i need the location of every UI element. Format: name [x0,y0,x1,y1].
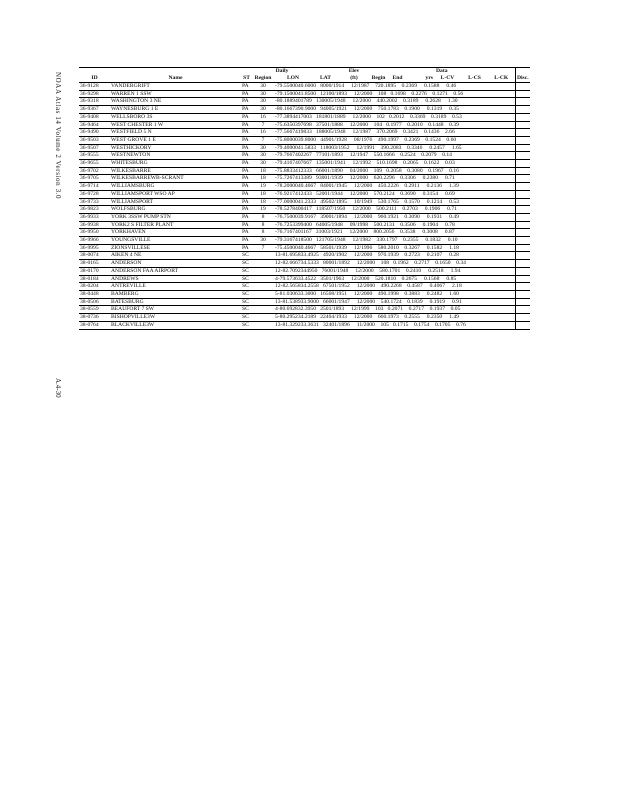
state-cell: PA [241,129,252,137]
col-id: ID [79,75,110,83]
station-name-cell: WELLSBORO 3S [110,113,241,121]
table-row [79,167,530,175]
station-name-cell: WILKESBARRE [110,167,241,175]
station-id-cell: 36-9408 [79,113,110,121]
state-cell: PA [241,90,252,98]
disc-cell [515,221,530,229]
station-name-cell: ANTREVILLE [110,283,241,291]
state-cell: PA [241,121,252,129]
disc-cell [515,106,530,114]
disc-cell [515,283,530,291]
header-row-top [79,68,530,76]
col-begin: Begin [369,75,388,83]
disc-cell [515,183,530,191]
station-values-cell: 13-81.329233.3631 32401/1896 11/2000 105 0.1715 0.1754 0.1705 0.76 [274,321,515,329]
table-row [79,229,530,237]
state-cell: PA [241,237,252,245]
region-cell: 30 [252,144,274,152]
region-cell [252,267,274,275]
disc-cell [515,198,530,206]
disc-cell [515,152,530,160]
table-row [79,198,530,206]
station-name-cell: WESTNEWTON [110,152,241,160]
station-name-cell: WESTHICKORY [110,144,241,152]
region-cell: 18 [252,167,274,175]
station-name-cell: ANDERSON FAA AIRPORT [110,267,241,275]
col-name: Name [110,75,241,83]
station-id-cell: 36-9950 [79,229,110,237]
table-row [79,298,530,306]
table-row [79,144,530,152]
station-name-cell: WILLIAMSPORT [110,198,241,206]
region-cell: 30 [252,90,274,98]
side-running-header: NOAA Atlas 14 Volume 2 Version 3.0 [54,72,62,200]
station-values-cell: -77.3894417003 181801/1889 12/2000 102 0.2012 0.3369 0.3189 0.53 [274,113,515,121]
state-cell: SC [241,275,252,283]
station-id-cell: 36-9503 [79,136,110,144]
disc-cell [515,306,530,314]
elev-header: Elev [339,68,369,76]
col-elev: (ft) [339,75,369,83]
station-id-cell: 36-9714 [79,183,110,191]
state-cell: SC [241,252,252,260]
station-name-cell: BATESBURG [110,298,241,306]
station-values-cell: -79.5500040.6000 8000/1914 12/1987 720.1895 0.2369 0.1588 0.46 [274,83,515,91]
table-row [79,252,530,260]
region-cell: 7 [252,136,274,144]
col-lat: LAT [312,75,339,83]
table-row [79,136,530,144]
state-cell: PA [241,175,252,183]
region-cell [252,314,274,322]
table-row [79,175,530,183]
region-cell [252,290,274,298]
state-cell: PA [241,206,252,214]
disc-cell [515,237,530,245]
station-id-cell: 38-0764 [79,321,110,329]
station-name-cell: WILLIAMSPORT WSO AP [110,190,241,198]
disc-cell [515,175,530,183]
disc-cell [515,252,530,260]
station-id-cell: 36-9367 [79,106,110,114]
state-cell: PA [241,221,252,229]
disc-cell [515,206,530,214]
disc-cell [515,190,530,198]
station-name-cell: WESTFIELD 5 N [110,129,241,137]
station-name-cell: AIKEN 4 NE [110,252,241,260]
station-values-cell: -77.5667419833 188005/1948 12/1987 370.2069 0.3421 0.1436 2.66 [274,129,515,137]
station-values-cell: 13-81.695833.4925 4920/1902 12/2000 970.1939 0.2723 0.2107 0.28 [274,252,515,260]
station-name-cell: YORK2 S FILTER PLANT [110,221,241,229]
region-cell: 30 [252,160,274,168]
station-id-cell: 36-9490 [79,129,110,137]
region-cell: 16 [252,129,274,137]
region-cell [252,306,274,314]
disc-cell [515,290,530,298]
region-cell: 18 [252,190,274,198]
data-header: Data [369,68,515,76]
station-values-cell: -77.0000041.2333 49502/1895 10/1949 530.1765 0.1570 0.1214 0.53 [274,198,515,206]
table-row [79,190,530,198]
disc-cell [515,90,530,98]
disc-cell [515,298,530,306]
station-name-cell: WAYNESBURG 1 E [110,106,241,114]
station-id-cell: 36-9298 [79,90,110,98]
disc-cell [515,244,530,252]
station-values-cell: -76.7500039.9167 39001/1894 12/2000 960.1921 0.3090 0.1931 0.49 [274,213,515,221]
station-values-cell: -80.1667390.9000 94005/1921 12/2000 750.1783 0.1900 0.1319 0.35 [274,106,515,114]
region-cell: 30 [252,98,274,106]
disc-cell [515,229,530,237]
table-row [79,129,530,137]
station-values-cell: -79.7667402267 77101/1893 12/1947 550.1666 0.2524 0.2079 0.14 [274,152,515,160]
station-name-cell: YOUNGSVILLE [110,237,241,245]
station-name-cell: BAMBERG [110,290,241,298]
col-disc: Disc. [516,75,529,82]
col-lcs: L-CS [461,75,488,83]
table-row [79,183,530,191]
table-row [79,321,530,329]
table-row [79,306,530,314]
station-id-cell: 38-0184 [79,275,110,283]
table-row [79,113,530,121]
station-name-cell: BEAUFORT 7 SW [110,306,241,314]
disc-cell [515,213,530,221]
station-values-cell: 12-82.565834.2558 67501/1952 12/2000 490.2268 0.4587 0.4067 2.18 [274,283,515,291]
state-cell: PA [241,183,252,191]
station-id-cell: 36-9702 [79,167,110,175]
table-row [79,244,530,252]
station-id-cell: 38-0170 [79,267,110,275]
col-yrs: yrs [407,75,434,83]
disc-cell [515,129,530,137]
state-cell: PA [241,152,252,160]
region-cell [252,298,274,306]
station-values-cell: -75.7267413389 93001/1939 12/2000 620.2296 0.3306 0.2380 0.71 [274,175,515,183]
disc-cell [515,144,530,152]
table-row [79,90,530,98]
station-name-cell: WARREN 1 SSW [110,90,241,98]
region-cell [252,321,274,329]
daily-header: Daily [252,68,312,76]
station-name-cell: ANDREWS [110,275,241,283]
disc-cell [515,98,530,106]
table-row [79,221,530,229]
col-region: Region [252,75,274,83]
region-cell: 19 [252,206,274,214]
table-row [79,98,530,106]
station-id-cell: 36-9555 [79,152,110,160]
table-row [79,121,530,129]
station-name-cell: ZIONSVILLESE [110,244,241,252]
station-values-cell: 12-82.666734.5333 80001/1892 12/2000 108 0.1962 0.2717 0.1650 0.34 [274,260,515,268]
station-values-cell: -79.3167418500 121705/1948 12/1982 330.1797 0.2355 0.1832 0.10 [274,237,515,245]
state-cell: SC [241,290,252,298]
station-id-cell: 36-9318 [79,98,110,106]
station-name-cell: YORK 3SSW PUMP STN [110,213,241,221]
state-cell: PA [241,244,252,252]
region-cell: 8 [252,221,274,229]
state-cell: PA [241,167,252,175]
station-name-cell: WASHINGTON 3 NE [110,98,241,106]
station-values-cell: -75.8000039.8000 44901/1928 08/1976 490.1997 0.2369 0.1524 0.60 [274,136,515,144]
station-id-cell: 36-9464 [79,121,110,129]
side-page-number: A.4-30 [54,378,62,398]
station-values-cell: -79.4167407667 135001/1941 12/1992 510.1698 0.2065 0.1622 0.03 [274,160,515,168]
station-values-cell: -78.2000040.4667 84001/1945 12/2000 450.2226 0.2911 0.2136 1.39 [274,183,515,191]
station-values-cell: 13-81.538933.9000 66001/1947 12/2000 540.1724 0.1839 0.1919 0.91 [274,298,515,306]
station-table [79,67,530,330]
disc-cell [515,267,530,275]
table-row [79,206,530,214]
state-cell: SC [241,321,252,329]
table-row [79,106,530,114]
station-id-cell: 38-0736 [79,314,110,322]
station-id-cell: 36-9507 [79,144,110,152]
station-values-cell: -75.8833412333 66001/1890 04/2000 109 0.2058 0.3080 0.1967 0.16 [274,167,515,175]
station-id-cell: 38-0506 [79,298,110,306]
region-cell: 7 [252,121,274,129]
station-values-cell: -79.1500041.8500 12100/1893 12/2000 108 0.1698 0.2276 0.1271 0.56 [274,90,515,98]
region-cell: 18 [252,175,274,183]
state-cell: PA [241,144,252,152]
station-values-cell: 5-81.030633.3000 16508/1951 12/2000 490.1998 0.3883 0.2482 1.60 [274,290,515,298]
region-cell: 30 [252,237,274,245]
state-cell: SC [241,260,252,268]
disc-cell [515,160,530,168]
region-cell [252,252,274,260]
col-lck: L-CK [488,75,515,83]
col-st: ST [241,75,252,83]
disc-cell [515,167,530,175]
col-lon: LON [274,75,312,83]
disc-cell [515,275,530,283]
station-name-cell: WILKESBARREWB-SCRANT [110,175,241,183]
table-row [79,267,530,275]
state-cell: PA [241,83,252,91]
station-id-cell: 38-0448 [79,290,110,298]
station-values-cell: 12-82.7092344950 76001/1948 12/2000 580.1701 0.2410 0.2518 1.94 [274,267,515,275]
station-id-cell: 36-9966 [79,237,110,245]
station-id-cell: 38-0559 [79,306,110,314]
station-values-cell: -76.7167401167 31003/1921 12/2000 800.2056 0.3538 0.3008 0.87 [274,229,515,237]
header-row-bottom [79,75,530,83]
region-cell [252,260,274,268]
region-cell: 7 [252,244,274,252]
state-cell: PA [241,106,252,114]
state-cell: PA [241,113,252,121]
station-name-cell: ANDERSON [110,260,241,268]
col-lcv: L-CV [434,75,461,83]
col-end: End [388,75,407,83]
state-cell: PA [241,160,252,168]
station-values-cell: -76.7253399400 64005/1948 09/1998 500.2131 0.3506 0.1904 0.78 [274,221,515,229]
station-values-cell: 4-79.573633.4522 3501/1963 12/2000 520.1810 0.2675 0.1568 0.85 [274,275,515,283]
station-id-cell: 36-9938 [79,221,110,229]
station-id-cell: 36-9995 [79,244,110,252]
table-row [79,160,530,168]
station-name-cell: WOLFSBURG [110,206,241,214]
station-values-cell: -78.5278400417 118507/1950 12/2000 500.2111 0.2703 0.1906 0.71 [274,206,515,214]
table-row [79,290,530,298]
station-id-cell: 36-9733 [79,198,110,206]
station-id-cell: 36-9128 [79,83,110,91]
state-cell: PA [241,98,252,106]
station-values-cell: -79.4000041.5833 118003/1952 12/1991 390.2083 0.3346 0.2457 1.65 [274,144,515,152]
state-cell: SC [241,306,252,314]
state-cell: SC [241,298,252,306]
region-cell: 8 [252,229,274,237]
station-id-cell: 36-9705 [79,175,110,183]
station-id-cell: 38-0165 [79,260,110,268]
station-name-cell: YORKHAVEN [110,229,241,237]
disc-cell [515,121,530,129]
station-id-cell: 36-9655 [79,160,110,168]
station-name-cell: BLACKVILLE3W [110,321,241,329]
state-cell: PA [241,190,252,198]
station-values-cell: 4-80.692832.3950 2501/1893 12/1999 103 0.2071 0.2717 0.1937 0.05 [274,306,515,314]
region-cell: 30 [252,152,274,160]
state-cell: PA [241,198,252,206]
station-id-cell: 36-9933 [79,213,110,221]
state-cell: SC [241,314,252,322]
station-name-cell: WILLIAMSBURG [110,183,241,191]
station-values-cell: -75.4500040.4667 58501/1939 12/1996 580.2010 0.3267 0.1582 1.18 [274,244,515,252]
table-row [79,260,530,268]
station-values-cell: -80.1889401789 130005/1948 12/2000 440.2002 0.3189 0.2628 1.30 [274,98,515,106]
table-row [79,83,530,91]
station-name-cell: WHITESBURG [110,160,241,168]
station-id-cell: 36-9728 [79,190,110,198]
state-cell: PA [241,213,252,221]
region-cell [252,283,274,291]
region-cell: 30 [252,83,274,91]
station-id-cell: 36-9823 [79,206,110,214]
table-row [79,275,530,283]
station-name-cell: WEST GROVE 1 E [110,136,241,144]
disc-cell [515,136,530,144]
disc-cell [515,260,530,268]
table-row [79,213,530,221]
station-name-cell: BISHOPVILLE3W [110,314,241,322]
disc-cell [515,314,530,322]
table-row [79,152,530,160]
state-cell: SC [241,283,252,291]
station-id-cell: 38-0204 [79,283,110,291]
region-cell: 18 [252,198,274,206]
state-cell: SC [241,267,252,275]
station-values-cell: -76.9217412433 52001/1944 12/2000 570.2124 0.3690 0.3154 0.69 [274,190,515,198]
station-id-cell: 38-0074 [79,252,110,260]
table-row [79,283,530,291]
region-cell: 30 [252,106,274,114]
region-cell: 16 [252,113,274,121]
disc-cell [515,321,530,329]
region-cell: 8 [252,213,274,221]
station-values-cell: 5-80.295234.2189 22404/1933 12/2000 660.1973 0.2555 0.2350 1.49 [274,314,515,322]
station-values-cell: -75.6350397698 37501/1888 12/2000 104 0.1977 0.2010 0.1448 0.39 [274,121,515,129]
station-name-cell: VANDERGRIFT [110,83,241,91]
region-cell: 19 [252,183,274,191]
region-cell [252,275,274,283]
station-name-cell: WEST CHESTER 1 W [110,121,241,129]
state-cell: PA [241,136,252,144]
table-row [79,314,530,322]
disc-cell [515,113,530,121]
disc-cell [515,83,530,91]
state-cell: PA [241,229,252,237]
table-row [79,237,530,245]
